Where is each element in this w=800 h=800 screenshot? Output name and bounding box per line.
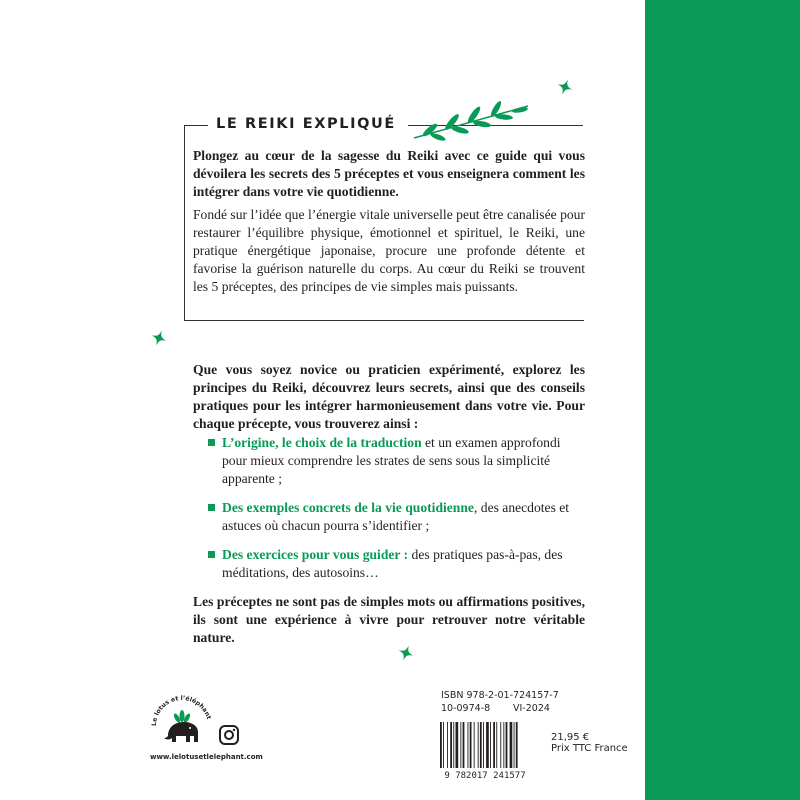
closing-paragraph: Les préceptes ne sont pas de simples mots ou affirmations positives, ils sont une expérience à vivre pour retrouver notre véritable nature. <box>193 594 585 645</box>
list-item <box>208 499 588 535</box>
website-link[interactable]: www.lelotusetlelephant.com <box>150 753 263 761</box>
list-item-highlight: Des exemples concrets de la vie quotidienne <box>222 500 474 515</box>
square-bullet-icon <box>208 504 215 511</box>
frame-line <box>184 125 185 320</box>
sparkle-icon <box>556 78 574 96</box>
explore-paragraph: Que vous soyez novice ou praticien expérimenté, explorez les principes du Reiki, découvrez leurs secrets, ainsi que des conseils pratiques pour les intégrer harmonieusement dans votre vie. Pour chaque précepte, vous trouverez ainsi : <box>193 362 585 431</box>
green-side-band <box>645 0 800 800</box>
leaf-branch-icon <box>412 100 532 142</box>
logo-text: Le lotus et l’éléphant <box>150 694 213 727</box>
barcode <box>434 720 536 780</box>
list-item <box>208 546 588 582</box>
list-item-highlight: L’origine, le choix de la traduction <box>222 435 422 450</box>
feature-list <box>208 434 588 593</box>
square-bullet-icon <box>208 439 215 446</box>
product-code: 10-0974-8 <box>441 703 491 714</box>
list-item <box>208 434 588 488</box>
list-item-text: des pratiques pas-à-pas, des méditations, des autosoins… <box>222 547 563 580</box>
list-item-highlight: Des exercices pour vous guider : <box>222 547 409 562</box>
barcode-digits: 9 782017 241577 <box>444 771 526 780</box>
section-heading: LE REIKI EXPLIQUÉ <box>216 116 396 132</box>
price-label: Prix TTC France <box>551 743 628 754</box>
list-item-text: , des anecdotes et astuces où chacun pourra s’identifier ; <box>222 500 570 533</box>
list-item-text: et un examen approfondi pour mieux comprendre les strates de sens sous la simplicité apparente ; <box>222 435 561 486</box>
instagram-icon[interactable] <box>218 724 240 746</box>
price-block <box>551 732 628 754</box>
frame-line <box>184 320 584 321</box>
sparkle-icon <box>150 329 168 347</box>
isbn-number: ISBN 978-2-01-724157-7 <box>441 690 559 701</box>
intro-bold-paragraph: Plongez au cœur de la sagesse du Reiki avec ce guide qui vous dévoilera les secrets des 5 préceptes et vous enseignera comment les intégrer dans votre vie quotidienne. <box>193 148 585 199</box>
intro-body-paragraph: Fondé sur l’idée que l’énergie vitale universelle peut être canalisée pour restaurer l’équilibre physique, émotionnel et spirituel, le Reiki, une pratique énergétique japonaise, procure une profonde détente et favorise la guérison naturelle du corps. Au cœur du Reiki se trouvent les 5 préceptes, des principes de vie simples mais puissants. <box>193 207 585 294</box>
frame-line <box>184 125 208 126</box>
publisher-logo <box>150 688 214 750</box>
edition-code: VI-2024 <box>513 703 550 714</box>
barcode-icon <box>434 720 536 780</box>
price-amount: 21,95 € <box>551 732 590 743</box>
square-bullet-icon <box>208 551 215 558</box>
